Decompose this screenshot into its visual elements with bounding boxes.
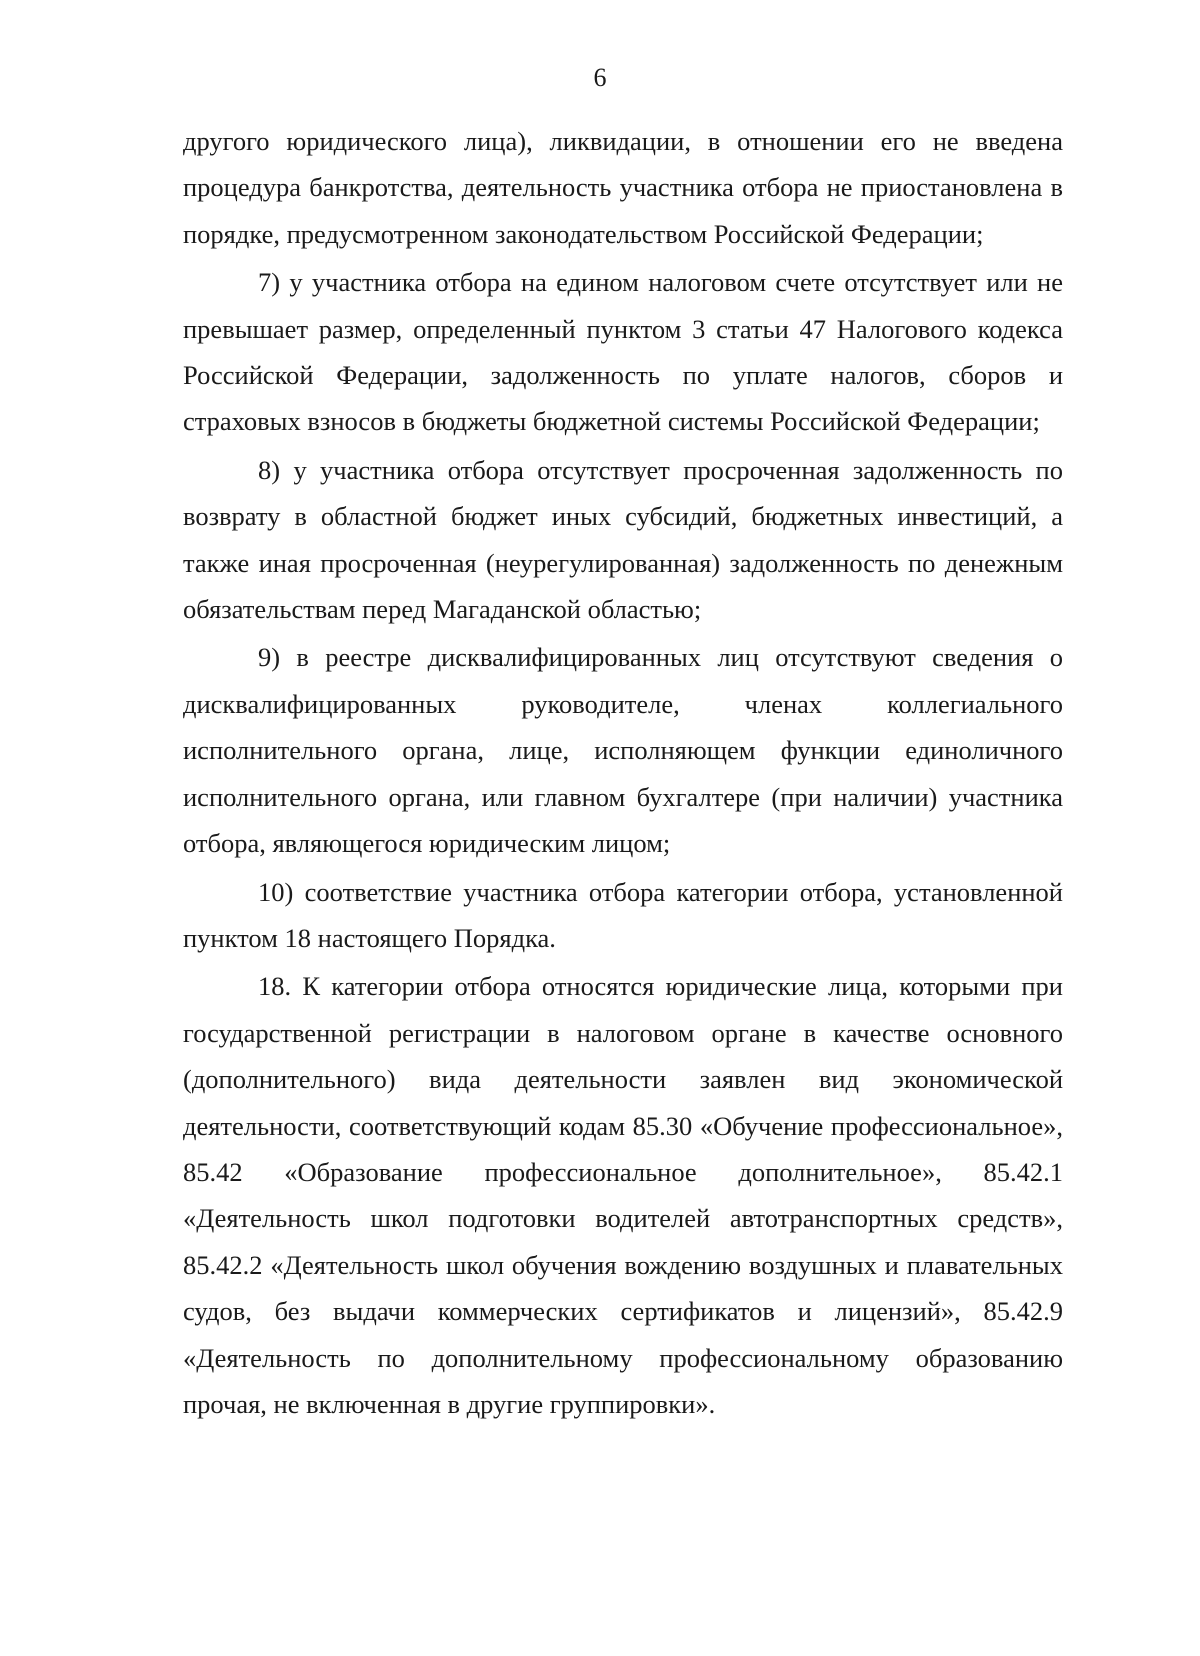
paragraph-item-7: 7) у участника отбора на едином налоговом счете отсутствует или не превышает размер, определенный пунктом 3 статьи 47 Налогового кодекса Российской Федерации, задолженность по уплате налогов, сборов и страховых взносов в бюджеты бюджетной системы Российской Федерации; [183, 267, 1063, 437]
page-number: 6 [593, 63, 607, 92]
document-body [183, 118, 1063, 1429]
paragraph-item-9: 9) в реестре дисквалифицированных лиц отсутствуют сведения о дисквалифицированных руководителе, членах коллегиального исполнительного органа, лице, исполняющем функции единоличного исполнительного органа, или главном бухгалтере (при наличии) участника отбора, являющегося юридическим лицом; [183, 642, 1063, 859]
paragraph-point-18: 18. К категории отбора относятся юридические лица, которыми при государственной регистрации в налоговом органе в качестве основного (дополнительного) вида деятельности заявлен вид экономической деятельности, соответствующий кодам 85.30 «Обучение профессиональное», 85.42 «Образование профессиональное дополнительное», 85.42.1 «Деятельность школ подготовки водителей автотранспортных средств», 85.42.2 «Деятельность школ обучения вождению воздушных и плавательных судов, без выдачи коммерческих сертификатов и лицензий», 85.42.9 «Деятельность по дополнительному профессиональному образованию прочая, не включенная в другие группировки». [183, 971, 1063, 1419]
paragraph-item-8: 8) у участника отбора отсутствует просроченная задолженность по возврату в областной бюджет иных субсидий, бюджетных инвестиций, а также иная просроченная (неурегулированная) задолженность по денежным обязательствам перед Магаданской областью; [183, 454, 1063, 625]
paragraph-continuation: другого юридического лица), ликвидации, в отношении его не введена процедура банкротства, деятельность участника отбора не приостановлена в порядке, предусмотренном законодательством Российской Федерации; [183, 126, 1063, 249]
paragraph-item-10: 10) соответствие участника отбора категории отбора, установленной пунктом 18 настоящего Порядка. [183, 876, 1063, 953]
